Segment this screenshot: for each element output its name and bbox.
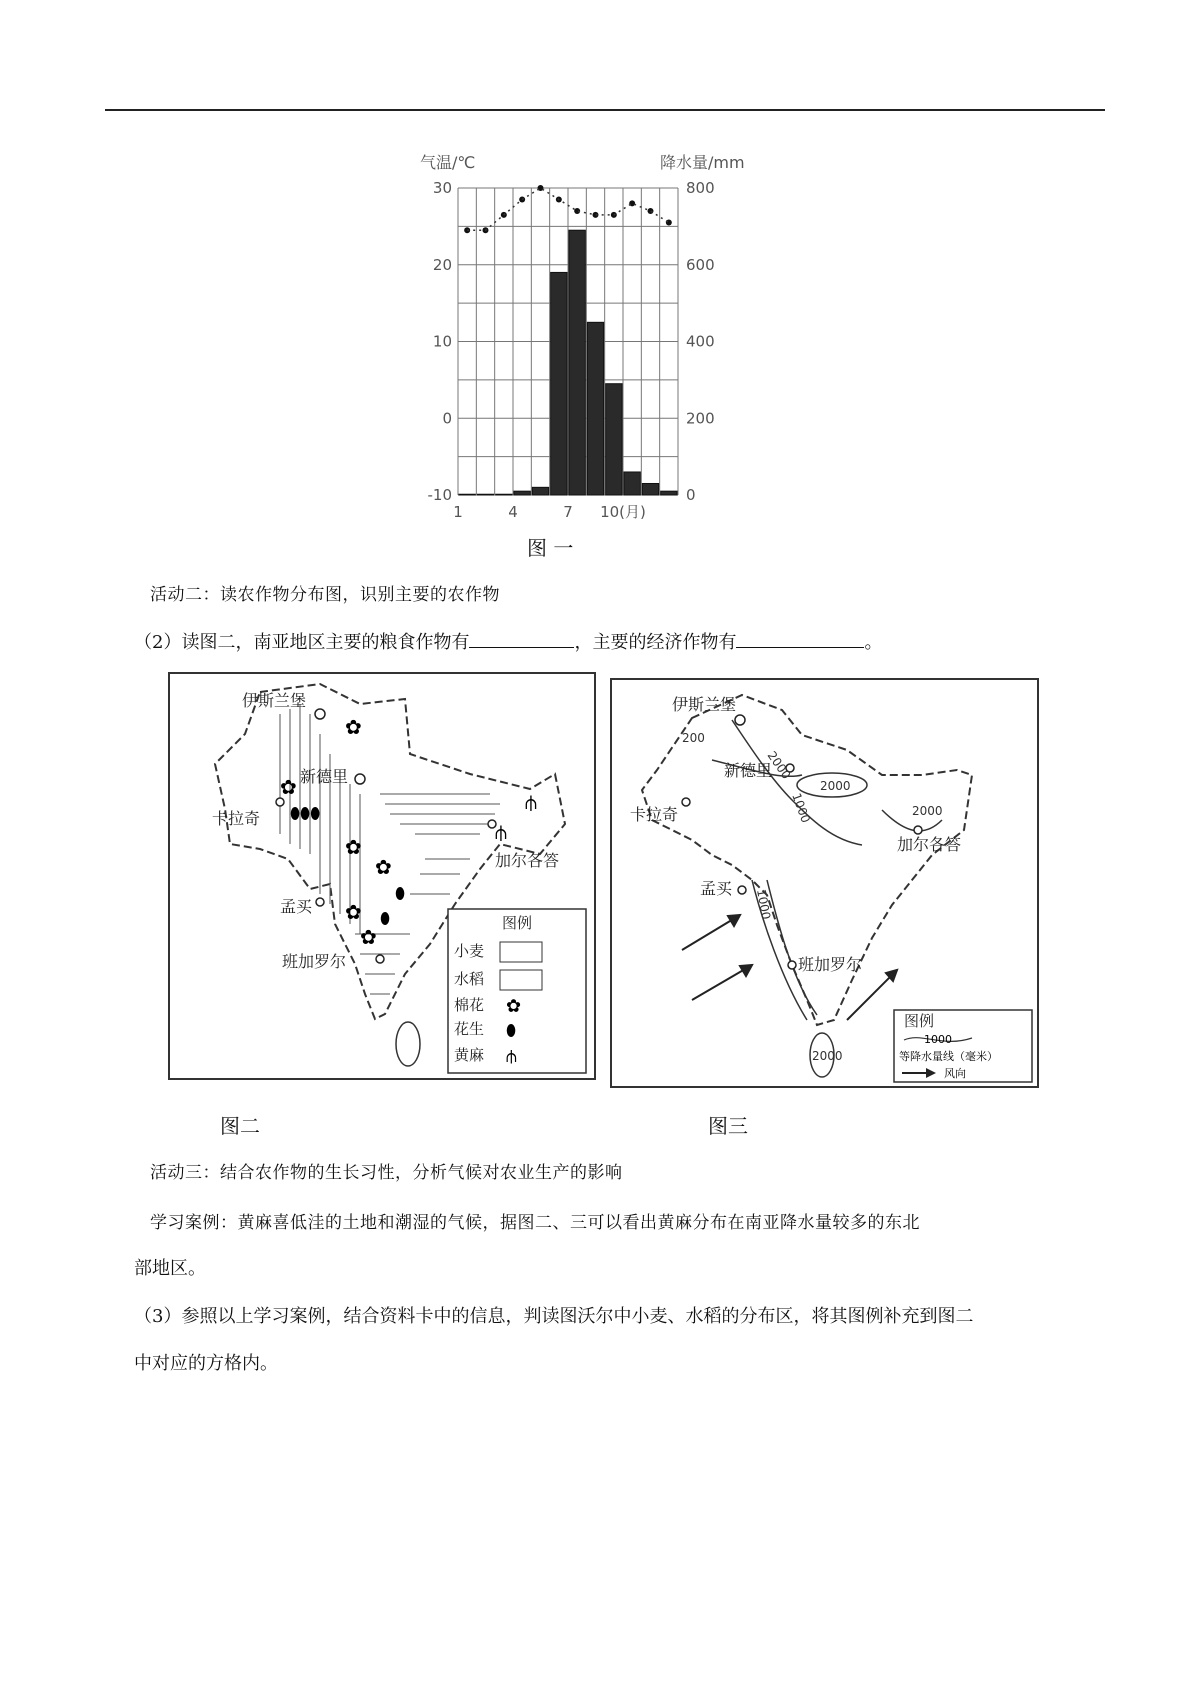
- legend-box-wheat: [500, 942, 542, 962]
- svg-text:⬮: ⬮: [380, 909, 391, 928]
- map2-legend-title: 图例: [502, 914, 533, 932]
- precip-bar: [459, 494, 475, 495]
- isoline-label: 2000: [820, 779, 851, 793]
- svg-text:⫛: ⫛: [525, 790, 537, 814]
- left-tick-label: 10: [432, 332, 452, 351]
- figure1-caption: 图 一: [527, 536, 574, 560]
- map2-city-mumbai: 孟买: [280, 897, 313, 916]
- right-tick-label: 600: [686, 255, 715, 274]
- map3-legend-title: 图例: [904, 1012, 935, 1030]
- map2-city-bangalore: 班加罗尔: [282, 952, 347, 971]
- activity2-text: 活动二：读农作物分布图，识别主要的农作物: [150, 585, 500, 605]
- isoline-label: 200: [682, 731, 705, 745]
- left-axis-label: 气温/℃: [420, 153, 476, 172]
- legend-isoline-value: 1000: [924, 1033, 952, 1046]
- crop-distribution-map: [168, 672, 596, 1080]
- x-tick-label: 4: [508, 503, 518, 521]
- x-tick-label: 7: [563, 503, 573, 521]
- legend-wind-label: 风向: [944, 1067, 966, 1080]
- isoline-label: 1000: [789, 791, 813, 825]
- precip-bar: [569, 230, 585, 495]
- legend-jute: 黄麻: [454, 1046, 485, 1064]
- temp-point: [648, 208, 654, 214]
- question3-line1: （3）参照以上学习案例，结合资料卡中的信息，判读图沃尔中小麦、水稻的分布区，将其图例补充到图二: [134, 1306, 974, 1327]
- precip-bar: [514, 491, 530, 495]
- precip-bar: [532, 487, 548, 495]
- climate-chart: [420, 150, 760, 530]
- map2-city-kolkata: 加尔各答: [495, 851, 560, 870]
- svg-text:✿: ✿: [345, 900, 362, 924]
- map3-city-islamabad: 伊斯兰堡: [672, 695, 737, 714]
- legend-cotton-icon: ✿: [506, 996, 522, 1017]
- svg-text:⫛: ⫛: [495, 820, 507, 844]
- precip-bar: [477, 494, 493, 495]
- legend-jute-icon: ⫛: [506, 1046, 517, 1067]
- precip-bar: [624, 472, 640, 495]
- svg-text:⬮: ⬮: [395, 884, 406, 903]
- precip-bar: [661, 491, 677, 495]
- right-tick-label: 200: [686, 409, 715, 428]
- map3-city-newdelhi: 新德里: [724, 761, 773, 780]
- q2-after: 。: [864, 632, 883, 653]
- left-tick-label: 20: [432, 255, 452, 274]
- jute-icon: [495, 790, 537, 844]
- legend-peanut: 花生: [454, 1020, 485, 1038]
- svg-text:✿: ✿: [280, 775, 297, 799]
- map3-caption: 图三: [708, 1114, 748, 1138]
- map3-city-karachi: 卡拉奇: [630, 805, 679, 824]
- case-text-line1: 学习案例：黄麻喜低洼的土地和潮湿的气候，据图二、三可以看出黄麻分布在南亚降水量较多的东北: [150, 1213, 920, 1233]
- map2-city-karachi: 卡拉奇: [212, 809, 261, 828]
- right-tick-label: 800: [686, 179, 715, 197]
- case-text-line2: 部地区。: [134, 1258, 206, 1279]
- map3-city-kolkata: 加尔各答: [897, 835, 962, 854]
- svg-text:⬮⬮⬮: ⬮⬮⬮: [290, 804, 321, 823]
- precipitation-map: [610, 678, 1039, 1088]
- precip-bar: [642, 483, 658, 495]
- precip-bar: [496, 494, 512, 495]
- right-tick-label: 400: [686, 332, 715, 351]
- precip-bar: [551, 272, 567, 495]
- svg-text:✿: ✿: [345, 715, 362, 739]
- map3-city-bangalore: 班加罗尔: [798, 955, 863, 974]
- left-tick-label: -10: [427, 486, 452, 504]
- x-tick-label: 1: [453, 503, 463, 521]
- svg-text:✿: ✿: [345, 835, 362, 859]
- map3-city-mumbai: 孟买: [700, 879, 733, 898]
- temp-point: [464, 227, 470, 233]
- isoline-label: 2000: [764, 748, 794, 782]
- answer-blank-cash[interactable]: [736, 629, 864, 648]
- answer-blank-grain[interactable]: [469, 629, 574, 648]
- svg-text:✿: ✿: [375, 855, 392, 879]
- question2: [134, 628, 882, 654]
- legend-box-rice: [500, 970, 542, 990]
- precip-bar: [587, 322, 603, 495]
- legend-isoline-label: 等降水量线（毫米）: [899, 1050, 998, 1063]
- activity3-text: 活动三：结合农作物的生长习性，分析气候对农业生产的影响: [150, 1163, 623, 1183]
- legend-peanut-icon: ⬮: [506, 1021, 517, 1040]
- map2-city-islamabad: 伊斯兰堡: [242, 691, 307, 710]
- isoline-label: 1000: [754, 888, 774, 921]
- left-tick-label: 0: [442, 409, 452, 428]
- map2-city-newdelhi: 新德里: [300, 767, 349, 786]
- isoline-label: 2000: [912, 804, 943, 818]
- question3-line2: 中对应的方格内。: [134, 1353, 278, 1374]
- precip-bar: [606, 384, 622, 495]
- top-rule: [105, 109, 1105, 111]
- q2-middle: ，主要的经济作物有: [574, 632, 737, 653]
- q2-before: （2）读图二，南亚地区主要的粮食作物有: [134, 632, 470, 653]
- legend-wheat: 小麦: [454, 942, 485, 960]
- isoline-label: 2000: [812, 1049, 843, 1063]
- legend-cotton: 棉花: [454, 996, 485, 1014]
- x-tick-label: 10(月): [600, 503, 646, 521]
- left-tick-label: 30: [432, 179, 452, 197]
- svg-text:✿: ✿: [360, 925, 377, 949]
- legend-rice: 水稻: [454, 970, 485, 988]
- map2-caption: 图二: [220, 1114, 260, 1138]
- right-axis-label: 降水量/mm: [660, 153, 745, 172]
- right-tick-label: 0: [686, 486, 696, 504]
